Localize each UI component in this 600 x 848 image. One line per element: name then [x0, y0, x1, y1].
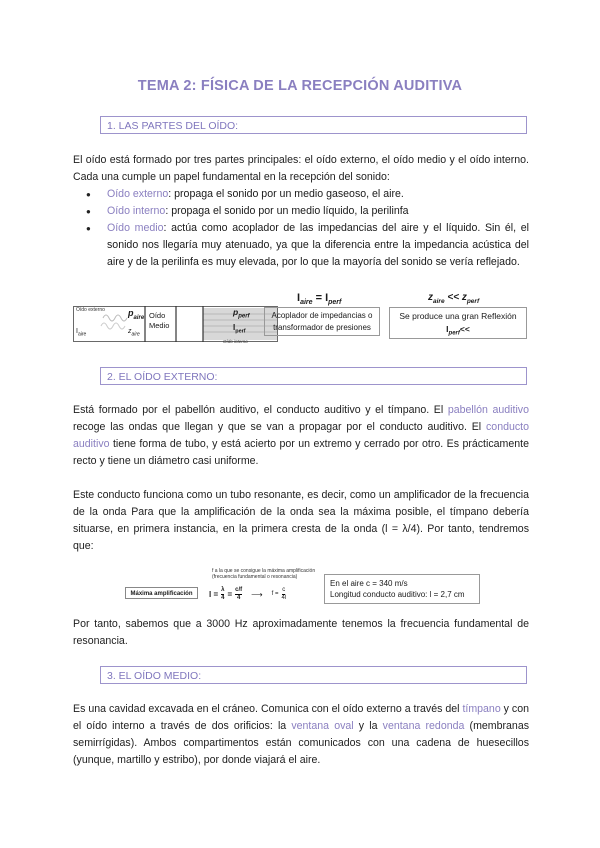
i-aire [76, 328, 86, 337]
box-line: transformador de presiones [273, 323, 371, 332]
denominator: 4 [236, 594, 241, 601]
box-line: Se produce una gran Reflexión [399, 311, 517, 321]
z-sub: aire [131, 331, 140, 338]
numerator: c/f [235, 586, 243, 593]
medio-line-1: Oído [149, 311, 166, 320]
note-max-amplification [212, 568, 315, 580]
z-aire [128, 328, 140, 337]
section-heading-partes: 1. LAS PARTES DEL OÍDO: [100, 116, 527, 134]
box-acoplador [264, 307, 380, 336]
i-perf [233, 323, 246, 335]
term-oido-medio: Oído medio [107, 222, 164, 234]
eq-sub: perf [448, 330, 460, 337]
denominator: 4l [281, 594, 287, 601]
i-symbol: I [233, 323, 236, 332]
p-sub: aire [133, 314, 145, 321]
term-oido-externo: Oído externo [107, 188, 169, 200]
text-run: Es una cavidad excavada en el cráneo. Comunica con el oído externo a través del [73, 703, 463, 715]
ear-diagram [73, 306, 278, 346]
box-reflexion [389, 307, 527, 339]
p-symbol: p [128, 308, 134, 318]
eq-sub: perf [328, 299, 342, 307]
eq-sub: aire [433, 298, 445, 305]
denominator: 4 [221, 594, 225, 601]
text-run: tiene forma de tubo, y está acierto por un extremo y cerrado por otro. Es prácticamente recto y tiene un diámetro casi uniforme. [73, 438, 529, 467]
formula-l-lambda [209, 583, 286, 605]
bullet-text: : propaga el sonido por un medio líquido, la perilinfa [165, 205, 409, 217]
z-symbol: z [128, 328, 132, 335]
arrow-icon: ⟶ [251, 589, 263, 599]
eq-sub: perf [466, 298, 480, 305]
eq-symbol: I [297, 292, 301, 304]
label-maxima-amplificacion: Máxima amplificación [125, 587, 198, 599]
bullet-list-partes [86, 186, 529, 271]
term-pabellon-auditivo: pabellón auditivo [447, 404, 529, 416]
bullet-text: : actúa como acoplador de las impedancias del aire y el líquido. Sin él, el sonido nos llegaría muy atenuado, ya que la diferencia entre la impedancia acústica del aire y de la perilinfa es muy elevada, por lo que la mayoría del sonido se vería reflejado. [107, 222, 529, 268]
p-sub: perf [238, 313, 250, 320]
p-symbol: p [233, 307, 239, 317]
text-run: y la [353, 720, 383, 732]
text-run: y con el oído interno a través de dos orificios: la [73, 703, 530, 732]
eq-symbol: z [428, 292, 433, 303]
page-title: TEMA 2: FÍSICA DE LA RECEPCIÓN AUDITIVA [137, 78, 463, 94]
medio-line-2: Medio [149, 321, 170, 330]
eq-symbol: = I [312, 292, 329, 304]
eq-symbol: << [459, 324, 470, 334]
i-symbol: I [76, 328, 78, 335]
paragraph-externo-2: Este conducto funciona como un tubo resonante, es decir, como un amplificador de la frecuencia de la onda Para que la amplificación de la onda sea la máxima posible, el tímpano debería situarse, en primera instancia, en la primera cresta de la onda (l = λ/4). Por tanto, tendremos que: [73, 489, 529, 552]
box-line: En el aire c = 340 m/s [330, 579, 408, 588]
formula-part: l = [209, 589, 219, 599]
i-sub: perf [235, 328, 246, 335]
eq-sub: aire [300, 299, 313, 307]
term-timpano: tímpano [462, 703, 501, 715]
formula-part: = [227, 589, 233, 599]
paragraph-externo-1 [73, 402, 529, 470]
eq-symbol: << z [444, 292, 467, 303]
eq-symbol: I [446, 324, 449, 334]
fraction [221, 587, 224, 602]
paragraph-intro: El oído está formado por tres partes principales: el oído externo, el oído medio y el oído interno. Cada una cumple un papel fundamental en la recepción del sonido: [73, 154, 529, 183]
term-conducto-auditivo: conducto auditivo [73, 421, 529, 450]
term-ventana-redonda: ventana redonda [382, 720, 465, 732]
numerator: λ [221, 586, 225, 593]
box-aire-values [324, 574, 480, 604]
equation-impedance [428, 292, 479, 305]
list-item [86, 203, 529, 220]
box-line [390, 323, 526, 341]
i-sub: aire [77, 331, 87, 338]
section-heading-medio: 3. EL OÍDO MEDIO: [100, 666, 527, 684]
fraction [235, 587, 242, 602]
text-run: (membranas semirrígidas). Ambos compartimentos están comunicados con una cadena de huesecillos (yunque, martillo y estribo), por donde viajará el aire. [73, 720, 530, 766]
box-line: Acoplador de impedancias o [271, 311, 373, 320]
box-line: Longitud conducto auditivo: l = 2,7 cm [330, 590, 465, 599]
term-oido-interno: Oído interno [107, 205, 166, 217]
section-heading-externo: 2. EL OÍDO EXTERNO: [100, 367, 527, 385]
text-run: Está formado por el pabellón auditivo, el conducto auditivo y el tímpano. El [73, 404, 448, 416]
numerator: c [282, 586, 286, 593]
paragraph-medio-1 [73, 701, 529, 769]
paragraph-externo-3: Por tanto, sabemos que a 3000 Hz aproximadamente tenemos la frecuencia fundamental de resonancia. [73, 618, 529, 647]
label-oido-interno: Oído interno [223, 339, 248, 344]
resonance-formula-figure [125, 568, 485, 610]
note-line: (frecuencia fundamental o resonancia) [212, 574, 298, 580]
label-oido-externo: Oído externo [76, 307, 105, 313]
note-line: f a la que se consigue la máxima amplificación [212, 568, 316, 574]
text-run: recoge las ondas que llegan y que se van a propagar por el conducto auditivo. El [73, 421, 486, 433]
list-item [86, 220, 529, 271]
bullet-text: : propaga el sonido por un medio gaseoso, el aire. [168, 188, 404, 200]
formula-part: f = [271, 591, 279, 597]
label-oido-medio [149, 311, 169, 331]
equation-intensity [297, 292, 341, 306]
p-aire [128, 308, 144, 321]
fraction [281, 587, 286, 602]
list-item [86, 186, 529, 203]
term-ventana-oval: ventana oval [291, 720, 354, 732]
p-perf [233, 307, 250, 320]
